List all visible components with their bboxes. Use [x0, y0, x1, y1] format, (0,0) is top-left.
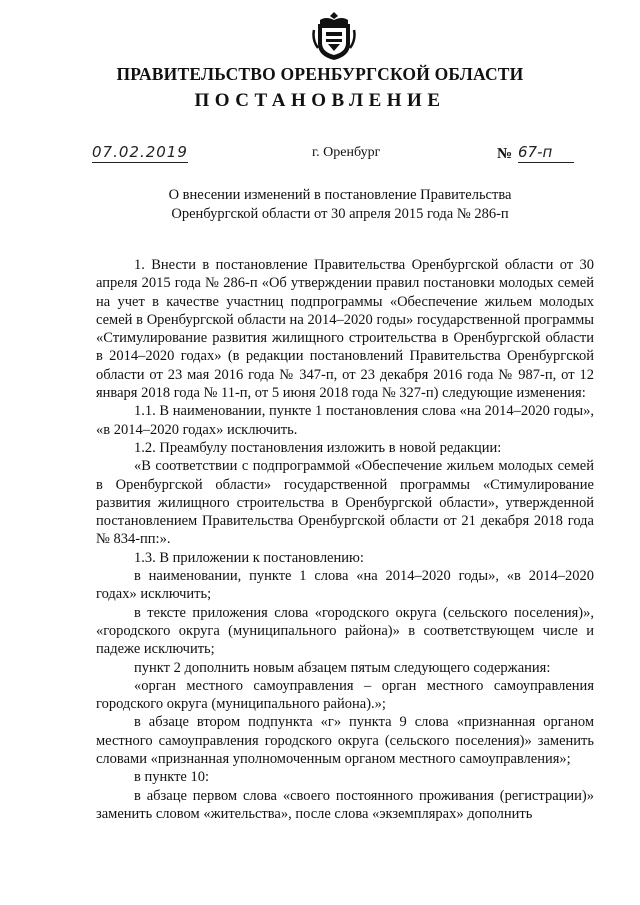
document-number: 67-п — [518, 143, 574, 163]
body-paragraph: в абзаце втором подпункта «г» пункта 9 слова «признанная органом местного самоуправления городского округа (сельского поселения)» заменить словами «признанная уполномоченным органом местного самоуправления»; — [96, 714, 594, 768]
body-paragraph: «В соответствии с подпрограммой «Обеспечение жильем молодых семей в Оренбургской области» государственной программы «Стимулирование развития жилищного строительства в Оренбургской области», утвержденной постановлением Правительства Оренбургской области от 21 декабря 2018 года № 834-пп:». — [96, 458, 594, 548]
subject-line: Оренбургской области от 30 апреля 2015 года № 286-п — [171, 206, 509, 222]
document-type-title: ПОСТАНОВЛЕНИЕ — [194, 90, 446, 111]
document-date: 07.02.2019 — [92, 143, 188, 161]
document-body — [96, 256, 594, 823]
body-paragraph: 1.1. В наименовании, пункте 1 постановления слова «на 2014–2020 годы», «в 2014–2020 годах» исключить. — [96, 403, 594, 438]
body-paragraph: пункт 2 дополнить новым абзацем пятым следующего содержания: — [134, 659, 551, 676]
document-subject — [120, 186, 560, 224]
body-paragraph: 1.2. Преамбулу постановления изложить в новой редакции: — [134, 439, 502, 456]
body-paragraph: в наименовании, пункте 1 слова «на 2014–2020 годы», «в 2014–2020 годах» исключить; — [96, 568, 594, 603]
body-paragraph: в пункте 10: — [134, 769, 210, 786]
body-paragraph: в абзаце первом слова «своего постоянного проживания (регистрации)» заменить словом «жительства», после слова «экземплярах» дополнить — [96, 787, 594, 822]
coat-of-arms-emblem — [312, 10, 356, 62]
document-city: г. Оренбург — [312, 145, 381, 160]
body-paragraph: в тексте приложения слова «городского округа (сельского поселения)», «городского округа (муниципального района)» в соответствующем числе и падеже исключить; — [96, 604, 594, 658]
subject-line: О внесении изменений в постановление Правительства — [168, 187, 512, 203]
body-paragraph: «орган местного самоуправления – орган местного самоуправления городского округа (муниципального района).»; — [96, 677, 594, 713]
body-paragraph: 1.3. В приложении к постановлению: — [134, 549, 364, 566]
organization-name: ПРАВИТЕЛЬСТВО ОРЕНБУРГСКОЙ ОБЛАСТИ — [116, 64, 524, 84]
body-paragraph: 1. Внести в постановление Правительства Оренбургской области от 30 апреля 2015 года № 286-п «Об утверждении правил постановки молодых семей на учет в качестве участниц подпрограммы «Обеспечение жильем молодых семей в Оренбургской области на 2014–2020 годы» государственной программы «Стимулирование развития жилищного строительства в Оренбургской области в 2014–2020 годах» (в редакции постановлений Правительства Оренбургской области от 23 мая 2016 года № 347-п, от 23 декабря 2016 года № 987-п, от 12 января 2018 года № 11-п, от 5 июня 2018 года № 327-п) следующие изменения: — [96, 257, 594, 402]
document-number-sign: № — [497, 146, 513, 162]
